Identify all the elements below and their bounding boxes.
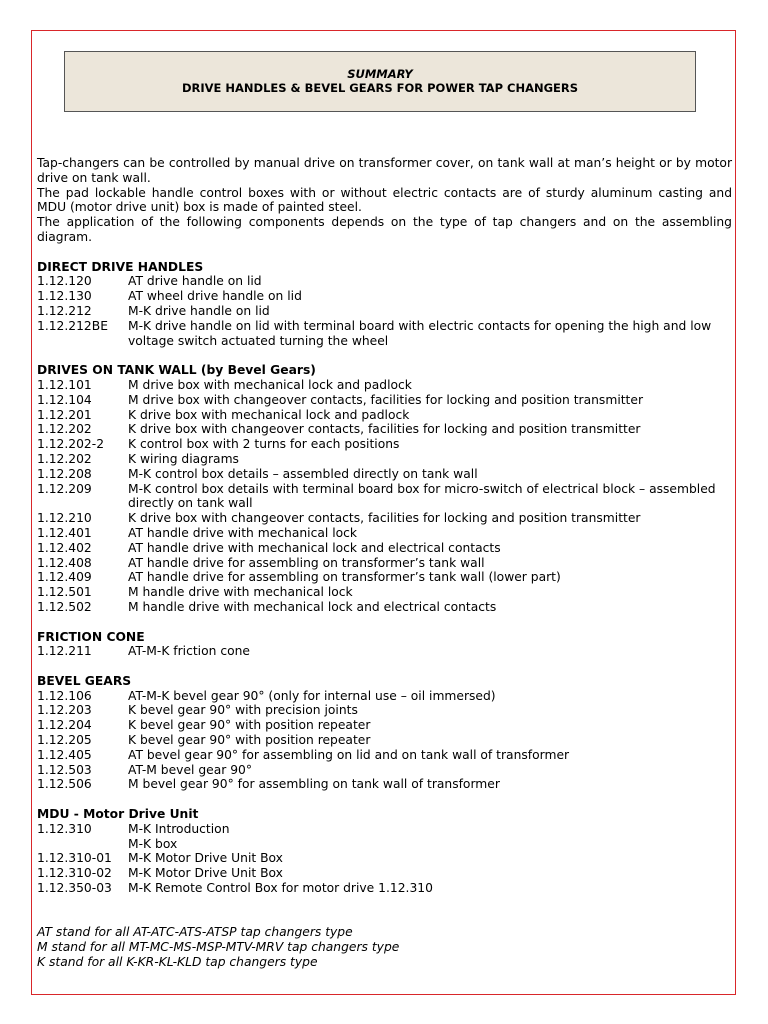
section-title: MDU - Motor Drive Unit bbox=[37, 807, 199, 822]
list-item bbox=[37, 600, 732, 615]
document-title: DRIVE HANDLES & BEVEL GEARS FOR POWER TAP CHANGERS bbox=[181, 81, 579, 95]
section-title: FRICTION CONE bbox=[37, 629, 145, 644]
item-code: 1.12.506 bbox=[37, 777, 92, 792]
item-code: 1.12.202-2 bbox=[37, 437, 105, 452]
item-code: 1.12.405 bbox=[37, 747, 92, 762]
item-code: 1.12.201 bbox=[37, 407, 92, 422]
list-item bbox=[37, 422, 732, 437]
list-item bbox=[37, 452, 732, 467]
summary-title-box bbox=[64, 51, 696, 112]
list-item bbox=[37, 689, 732, 704]
list-item bbox=[37, 777, 732, 792]
item-code: 1.12.401 bbox=[37, 525, 92, 540]
item-description: K drive box with mechanical lock and padlock bbox=[128, 407, 410, 422]
list-item bbox=[37, 378, 732, 393]
item-description: M-K Introduction bbox=[128, 821, 230, 836]
item-code: 1.12.106 bbox=[37, 688, 92, 703]
item-description: K wiring diagrams bbox=[128, 451, 239, 466]
list-item bbox=[37, 585, 732, 600]
item-description: AT bevel gear 90° for assembling on lid and on tank wall of transformer bbox=[128, 747, 570, 762]
list-item bbox=[37, 556, 732, 571]
item-description: AT handle drive for assembling on transformer’s tank wall (lower part) bbox=[128, 570, 561, 585]
list-item bbox=[37, 408, 732, 423]
intro-paragraph: The pad lockable handle control boxes with or without electric contacts are of sturdy aluminum casting and MDU (motor drive unit) box is made of painted steel. bbox=[37, 185, 732, 215]
intro-paragraphs bbox=[37, 156, 732, 245]
section bbox=[37, 630, 732, 660]
list-item bbox=[37, 511, 732, 526]
item-description: M-K control box details – assembled directly on tank wall bbox=[128, 466, 478, 481]
item-code: 1.12.202 bbox=[37, 422, 92, 437]
footnote: K stand for all K-KR-KL-KLD tap changers type bbox=[37, 955, 318, 970]
item-description: AT handle drive with mechanical lock and electrical contacts bbox=[128, 540, 501, 555]
list-item bbox=[37, 319, 732, 349]
item-code: 1.12.212 bbox=[37, 303, 92, 318]
list-item bbox=[37, 274, 732, 289]
item-description: M-K control box details with terminal board box for micro-switch of electrical block – assembled directly on tank wall bbox=[128, 481, 716, 511]
item-description: M-K box bbox=[128, 836, 178, 851]
item-code: 1.12.101 bbox=[37, 377, 92, 392]
list-item bbox=[37, 304, 732, 319]
list-item bbox=[37, 644, 732, 659]
item-description: AT-M-K friction cone bbox=[128, 644, 250, 659]
item-code: 1.12.310 bbox=[37, 821, 92, 836]
list-item bbox=[37, 866, 732, 881]
item-description: K bevel gear 90° with position repeater bbox=[128, 718, 371, 733]
item-description: K drive box with changeover contacts, facilities for locking and position transmitter bbox=[128, 422, 641, 437]
list-item bbox=[37, 822, 732, 837]
item-code: 1.12.503 bbox=[37, 762, 92, 777]
item-code: 1.12.130 bbox=[37, 289, 92, 304]
list-item bbox=[37, 703, 732, 718]
item-code: 1.12.409 bbox=[37, 570, 92, 585]
list-item bbox=[37, 733, 732, 748]
item-description: M handle drive with mechanical lock and electrical contacts bbox=[128, 599, 497, 614]
item-description: AT drive handle on lid bbox=[128, 274, 262, 289]
section-title: BEVEL GEARS bbox=[37, 673, 132, 688]
item-description: K bevel gear 90° with position repeater bbox=[128, 733, 371, 748]
item-description: M handle drive with mechanical lock bbox=[128, 585, 353, 600]
document-body bbox=[37, 156, 732, 970]
item-code: 1.12.211 bbox=[37, 644, 92, 659]
item-code: 1.12.203 bbox=[37, 703, 92, 718]
sections-list bbox=[37, 260, 732, 896]
list-item bbox=[37, 526, 732, 541]
list-item bbox=[37, 570, 732, 585]
item-code: 1.12.205 bbox=[37, 733, 92, 748]
item-code: 1.12.120 bbox=[37, 274, 92, 289]
item-code: 1.12.402 bbox=[37, 540, 92, 555]
item-description: AT-M-K bevel gear 90° (only for internal use – oil immersed) bbox=[128, 688, 496, 703]
item-code: 1.12.310-01 bbox=[37, 851, 112, 866]
item-code: 1.12.350-03 bbox=[37, 881, 112, 896]
item-description: M-K Motor Drive Unit Box bbox=[128, 851, 283, 866]
footnote: M stand for all MT-MC-MS-MSP-MTV-MRV tap changers type bbox=[37, 940, 400, 955]
item-description: M drive box with changeover contacts, facilities for locking and position transmitter bbox=[128, 392, 643, 407]
item-code: 1.12.208 bbox=[37, 466, 92, 481]
section bbox=[37, 674, 732, 792]
item-description: M-K drive handle on lid bbox=[128, 303, 270, 318]
list-item bbox=[37, 467, 732, 482]
item-code: 1.12.408 bbox=[37, 555, 92, 570]
list-item bbox=[37, 837, 732, 852]
item-code: 1.12.501 bbox=[37, 585, 92, 600]
item-code: 1.12.310-02 bbox=[37, 866, 112, 881]
item-code: 1.12.202 bbox=[37, 451, 92, 466]
list-item bbox=[37, 851, 732, 866]
intro-paragraph: The application of the following components depends on the type of tap changers and on the assembling diagram. bbox=[37, 215, 732, 244]
list-item bbox=[37, 482, 732, 512]
item-description: AT handle drive for assembling on transformer’s tank wall bbox=[128, 555, 485, 570]
item-description: M drive box with mechanical lock and padlock bbox=[128, 377, 412, 392]
item-code: 1.12.204 bbox=[37, 718, 92, 733]
list-item bbox=[37, 881, 732, 896]
list-item bbox=[37, 748, 732, 763]
summary-heading: SUMMARY bbox=[347, 67, 413, 81]
item-code: 1.12.104 bbox=[37, 392, 92, 407]
section bbox=[37, 363, 732, 615]
section bbox=[37, 260, 732, 349]
footnotes bbox=[37, 925, 732, 969]
item-description: M-K drive handle on lid with terminal board with electric contacts for opening the high and low voltage switch actuated turning the wheel bbox=[128, 318, 712, 348]
footnote: AT stand for all AT-ATC-ATS-ATSP tap changers type bbox=[37, 925, 353, 940]
item-code: 1.12.210 bbox=[37, 511, 92, 526]
item-code bbox=[37, 837, 128, 852]
item-code: 1.12.209 bbox=[37, 481, 92, 496]
list-item bbox=[37, 437, 732, 452]
item-description: M-K Motor Drive Unit Box bbox=[128, 866, 283, 881]
list-item bbox=[37, 393, 732, 408]
item-description: AT handle drive with mechanical lock bbox=[128, 525, 358, 540]
item-description: K drive box with changeover contacts, facilities for locking and position transmitter bbox=[128, 511, 641, 526]
list-item bbox=[37, 763, 732, 778]
item-description: M bevel gear 90° for assembling on tank wall of transformer bbox=[128, 777, 500, 792]
item-description: K control box with 2 turns for each positions bbox=[128, 437, 400, 452]
item-description: AT wheel drive handle on lid bbox=[128, 289, 302, 304]
section-title: DIRECT DRIVE HANDLES bbox=[37, 259, 204, 274]
item-description: K bevel gear 90° with precision joints bbox=[128, 703, 358, 718]
item-description: AT-M bevel gear 90° bbox=[128, 762, 253, 777]
list-item bbox=[37, 289, 732, 304]
item-code: 1.12.502 bbox=[37, 599, 92, 614]
section-title: DRIVES ON TANK WALL (by Bevel Gears) bbox=[37, 363, 316, 378]
intro-paragraph: Tap-changers can be controlled by manual drive on transformer cover, on tank wall at man’s height or by motor drive on tank wall. bbox=[37, 156, 732, 185]
list-item bbox=[37, 541, 732, 556]
item-code: 1.12.212BE bbox=[37, 318, 108, 333]
section bbox=[37, 807, 732, 896]
list-item bbox=[37, 718, 732, 733]
item-description: M-K Remote Control Box for motor drive 1.12.310 bbox=[128, 881, 433, 896]
